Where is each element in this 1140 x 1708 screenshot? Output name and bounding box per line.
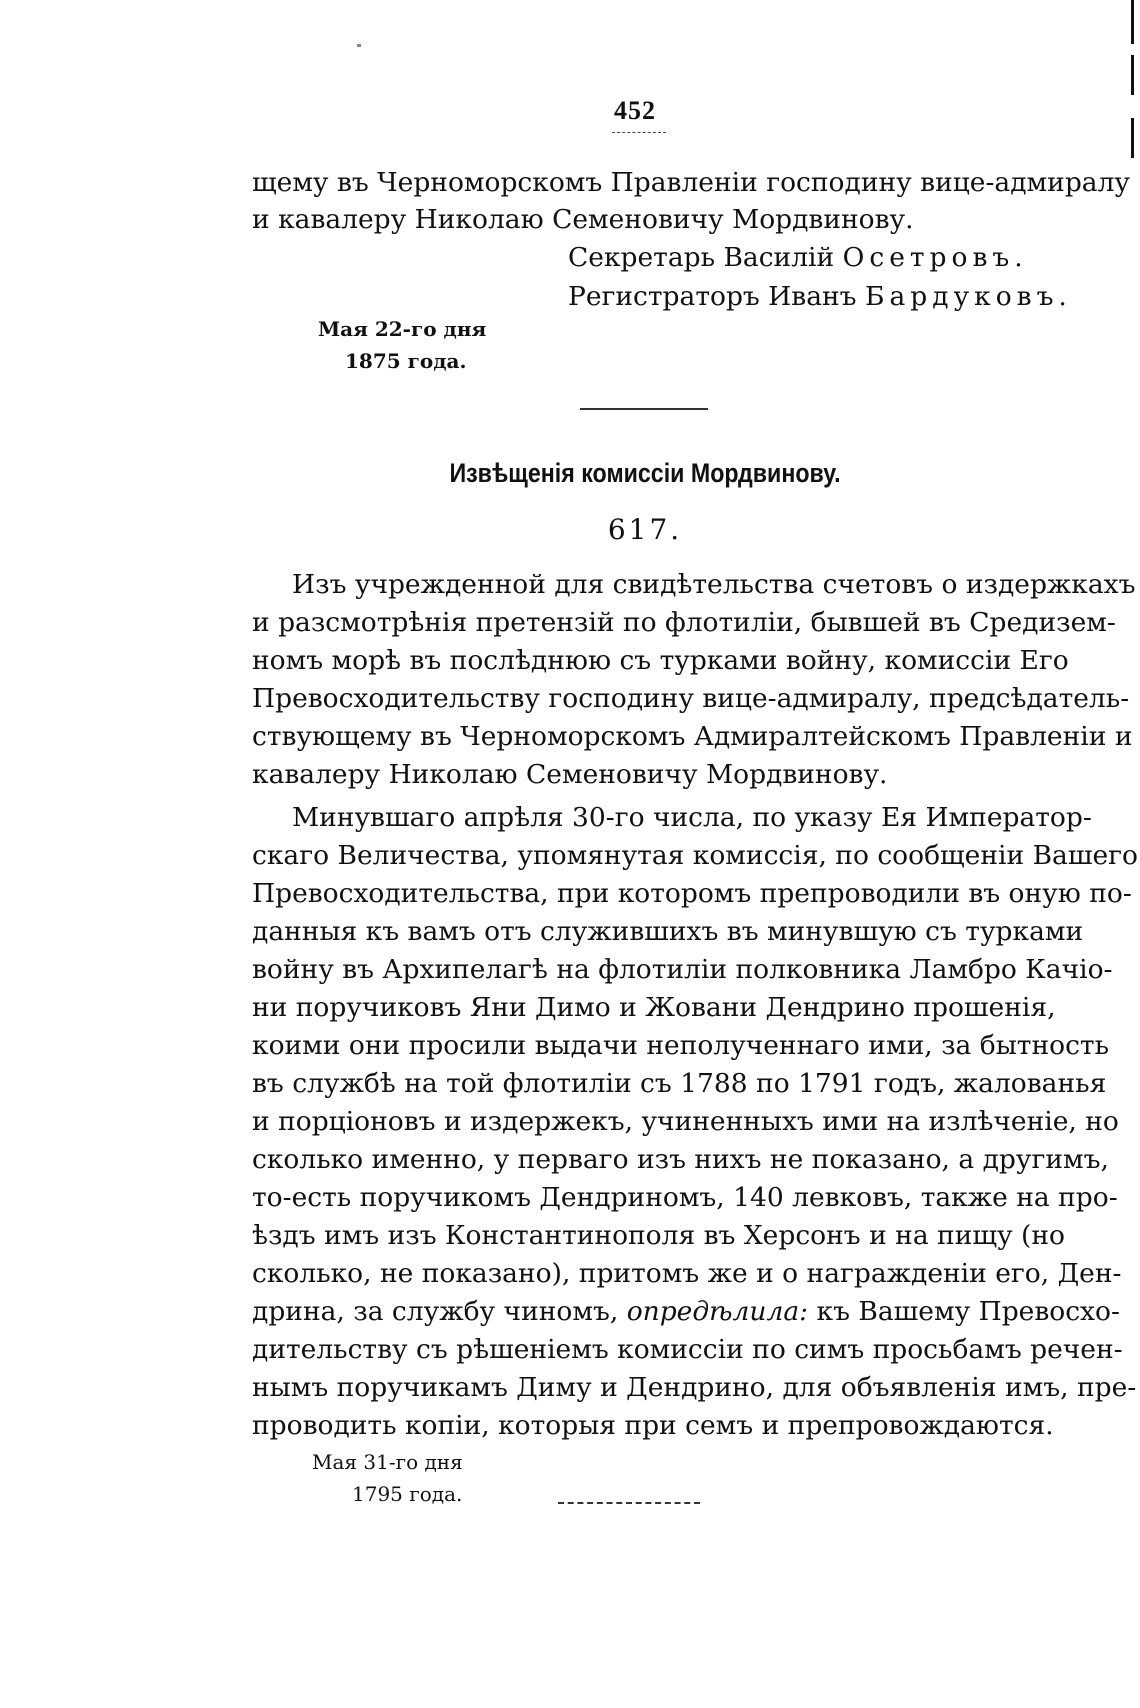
italic-word: опредѣлила: [626,1296,809,1327]
date-year: 1875 года. [345,349,467,373]
text-fragment: дрина, за службу чиномъ, [252,1296,619,1327]
signature-secretary [568,242,1028,273]
continuation-line: и кавалеру Николаю Семеновичу Мордвинову. [252,204,914,235]
paragraph-line: и разсмотрѣнія претензій по флотиліи, бывшей въ Средизем- [252,607,1116,638]
section-heading: Извѣщенія комиссіи Мордвинову. [449,458,841,488]
paragraph-line: ствующему въ Черноморскомъ Адмиралтейскомъ Правленіи и [252,721,1133,752]
section-divider [580,408,708,410]
document-number: 617. [607,513,683,546]
scan-speck [357,44,361,47]
paragraph-line: нымъ поручикамъ Диму и Дендрино, для объявленія имъ, пре- [252,1372,1137,1403]
paragraph-line: ни поручиковъ Яни Димо и Жовани Дендрино прошенія, [252,992,1056,1023]
paragraph-line: сколько именно, у перваго изъ нихъ не показано, а другимъ, [252,1144,1109,1175]
paragraph-line: скаго Величества, упомянутая комиссія, по сообщеніи Вашего [252,840,1139,871]
date-day: Мая 22-го дня [318,317,487,341]
paragraph-line: Минувшаго апрѣля 30-го числа, по указу Ея Император- [292,802,1092,833]
signature-name: Осетровъ. [842,242,1028,273]
paragraph-line: Превосходительству господину вице-адмиралу, предсѣдатель- [252,683,1130,714]
date-day: Мая 31-го дня [312,1450,463,1474]
paragraph-line: проводить копіи, которыя при семъ и препровождаются. [252,1410,1054,1441]
scan-edge-mark [1131,55,1134,95]
paragraph-line: данныя къ вамъ отъ служившихъ въ минувшую съ турками [252,916,1084,947]
paragraph-line: ѣздъ имъ изъ Константинополя въ Херсонъ и на пищу (но [252,1220,1065,1251]
paragraph-line: коими они просили выдачи неполученнаго ими, за бытность [252,1030,1110,1061]
signature-name: Бардуковъ. [864,281,1072,312]
scan-edge-mark [1131,118,1134,158]
paragraph-line: и порціоновъ и издержекъ, учиненныхъ ими на излѣченіе, но [252,1106,1119,1137]
paragraph-line: въ службѣ на той флотиліи съ 1788 по 1791 годъ, жалованья [252,1068,1107,1099]
date-year: 1795 года. [352,1482,463,1506]
end-divider [558,1502,700,1504]
scan-edge-mark [1131,0,1134,44]
signature-title: Регистраторъ Иванъ [568,281,857,312]
page-number-underline [612,132,666,133]
paragraph-line: Изъ учрежденной для свидѣтельства счетовъ о издержкахъ [292,569,1136,600]
signature-title: Секретарь Василій [568,242,835,273]
paragraph-line: то-есть поручикомъ Дендриномъ, 140 левковъ, также на про- [252,1182,1118,1213]
text-fragment: къ Вашему Превосхо- [816,1296,1120,1327]
continuation-line: щему въ Черноморскомъ Правленіи господину вице-адмиралу [252,167,1131,198]
signature-registrar [568,281,1072,312]
page-number: 452 [614,96,656,125]
paragraph-line: войну въ Архипелагѣ на флотиліи полковника Ламбро Качіо- [252,954,1113,985]
paragraph-line: кавалеру Николаю Семеновичу Мордвинову. [252,759,888,790]
paragraph-line: сколько, не показано), притомъ же и о награжденіи его, Ден- [252,1258,1122,1289]
paragraph-line: Превосходительства, при которомъ препроводили въ оную по- [252,878,1132,909]
paragraph-line: номъ морѣ въ послѣднюю съ турками войну, комиссіи Его [252,645,1069,676]
paragraph-line-with-italic [252,1296,1120,1327]
paragraph-line: дительству съ рѣшеніемъ комиссіи по симъ просьбамъ речен- [252,1334,1123,1365]
